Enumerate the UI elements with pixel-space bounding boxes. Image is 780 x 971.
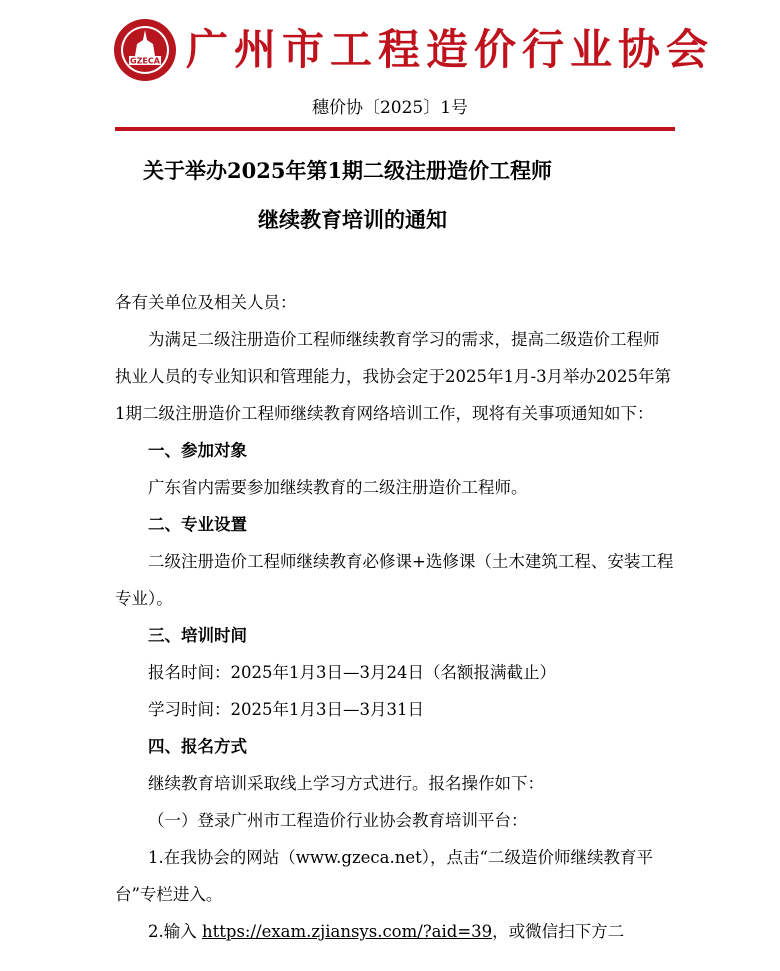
training-platform-link[interactable]: https://exam.zjiansys.com/?aid=39	[202, 922, 493, 941]
title-line-1: 关于举办2025年第1期二级注册造价工程师	[143, 158, 553, 183]
item-2-suffix: ，或微信扫下方二	[492, 922, 625, 941]
section-heading-2: 二、专业设置	[148, 515, 247, 534]
logo-text: GZECA	[130, 56, 160, 66]
section-4-text: 继续教育培训采取线上学习方式进行。报名操作如下：	[148, 774, 544, 793]
document-number: 穗价协〔2025〕1号	[311, 98, 469, 118]
study-time: 学习时间：2025年1月3日—3月31日	[148, 700, 424, 719]
section-1-text: 广东省内需要参加继续教育的二级注册造价工程师。	[148, 478, 528, 497]
association-logo-icon	[113, 18, 177, 82]
section-heading-1: 一、参加对象	[148, 441, 247, 460]
intro-paragraph: 为满足二级注册造价工程师继续教育学习的需求，提高二级造价工程师执业人员的专业知识和管理能力，我协会定于2025年1月-3月举办2025年第1期二级注册造价工程师继续教育网络培训工作，现将有关事项通知如下：	[115, 330, 672, 423]
registration-time: 报名时间：2025年1月3日—3月24日（名额报满截止）	[148, 663, 556, 682]
document-body	[115, 284, 675, 950]
section-4-item-2	[115, 913, 675, 950]
org-name: 广州市工程造价行业协会	[186, 25, 715, 74]
section-2-text: 二级注册造价工程师继续教育必修课+选修课（土木建筑工程、安装工程专业）。	[115, 552, 674, 608]
section-4-sub-1: （一）登录广州市工程造价行业协会教育培训平台：	[148, 811, 528, 830]
salutation: 各有关单位及相关人员：	[115, 293, 297, 312]
red-divider	[115, 127, 675, 131]
section-4-item-1: 1.在我协会的网站（www.gzeca.net），点击“二级造价师继续教育平台”专栏进入。	[115, 848, 653, 904]
title-line-2: 继续教育培训的通知	[258, 207, 447, 232]
section-heading-3: 三、培训时间	[148, 626, 247, 645]
section-heading-4: 四、报名方式	[148, 737, 247, 756]
item-2-prefix: 2.输入	[148, 922, 202, 941]
